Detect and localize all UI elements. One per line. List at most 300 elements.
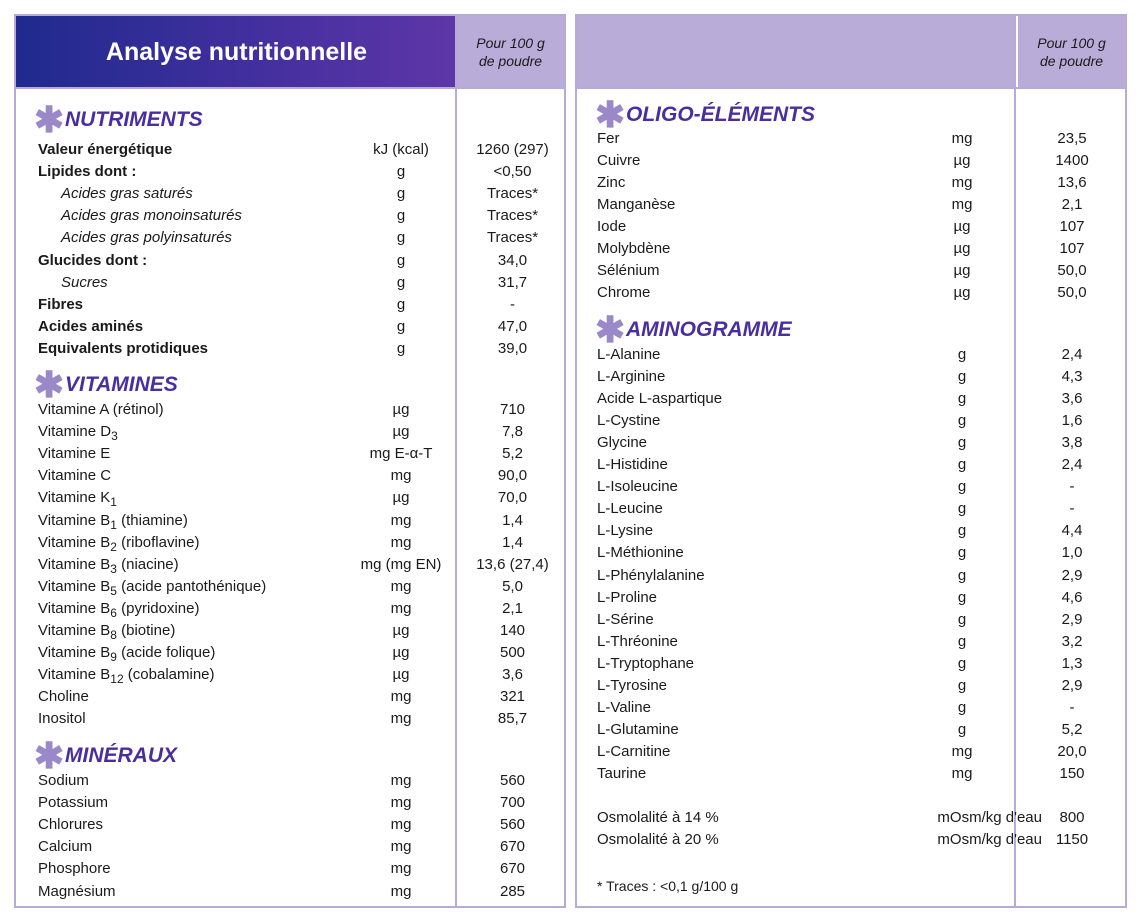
nutrient-label xyxy=(38,487,117,509)
value-cell: - xyxy=(1069,478,1075,496)
nutrient-name: Equivalents protidiques xyxy=(38,339,209,357)
nutrient-name: L-Carnitine xyxy=(597,742,671,760)
nutrient-name: Sélénium xyxy=(597,262,660,280)
nutrient-name: Vitamine E xyxy=(38,445,111,463)
nutrient-name: Taurine xyxy=(597,764,647,782)
table-row xyxy=(16,532,564,554)
nutrient-label xyxy=(597,498,663,520)
unit-cell: µg xyxy=(392,401,410,418)
value-cell: 2,4 xyxy=(1061,346,1083,363)
nutrient-name: Iode xyxy=(597,218,627,236)
right-table-panel xyxy=(575,14,1127,908)
nutrient-label xyxy=(38,814,103,836)
table-row xyxy=(16,881,564,903)
nutrient-label xyxy=(38,858,111,880)
value-cell: 560 xyxy=(499,816,526,834)
unit-cell: g xyxy=(957,720,967,738)
nutrient-name: L-Phénylalanine xyxy=(597,566,705,584)
nutrient-label xyxy=(38,161,136,183)
nutrient-label xyxy=(597,763,646,785)
nutrient-qualifier: (cobalamine) xyxy=(123,666,215,684)
nutrient-label xyxy=(38,443,110,465)
unit-cell: g xyxy=(396,185,406,203)
table-row xyxy=(16,554,564,576)
value-cell: 1260 (297) xyxy=(476,141,549,158)
table-row xyxy=(577,216,1125,238)
nutrient-label xyxy=(597,587,657,609)
table-row xyxy=(16,294,564,316)
value-cell: 39,0 xyxy=(497,339,528,357)
table-row xyxy=(577,697,1125,719)
nutrient-label xyxy=(38,686,89,708)
unit-cell: mg xyxy=(390,838,412,856)
nutrient-label xyxy=(597,454,668,476)
nutrient-label xyxy=(597,829,719,851)
nutrient-name: Valeur énergétique xyxy=(38,141,173,158)
unit-cell: µg xyxy=(392,622,410,639)
table-row xyxy=(577,454,1125,476)
table-row xyxy=(577,763,1125,785)
table-title-banner xyxy=(16,16,457,87)
nutrient-label xyxy=(597,150,640,172)
value-cell: 50,0 xyxy=(1057,262,1087,280)
unit-cell: mg xyxy=(390,860,412,878)
value-cell: 140 xyxy=(499,622,526,639)
section-aminogramme xyxy=(577,309,1125,350)
table-row xyxy=(577,260,1125,282)
value-cell: 5,2 xyxy=(1061,720,1083,738)
nutrient-qualifier: (niacine) xyxy=(116,555,179,573)
value-cell: 2,1 xyxy=(1061,196,1083,214)
value-cell: 321 xyxy=(499,688,526,706)
table-row xyxy=(577,807,1125,829)
left-table-panel xyxy=(14,14,566,908)
nutrient-label xyxy=(38,598,199,620)
unit-cell: mOsm/kg d'eau xyxy=(937,809,1042,826)
value-cell: 2,9 xyxy=(1061,676,1083,694)
value-cell: 5,0 xyxy=(502,577,523,595)
traces-footnote: * Traces : <0,1 g/100 g xyxy=(597,878,739,894)
left-header xyxy=(16,16,564,87)
nutrient-label xyxy=(597,432,647,454)
value-cell: 1,4 xyxy=(502,511,523,529)
value-cell: 500 xyxy=(499,644,526,662)
nutrient-name: Choline xyxy=(38,688,89,706)
table-row xyxy=(577,172,1125,194)
unit-cell: g xyxy=(957,654,967,672)
subscript: 6 xyxy=(110,605,117,620)
unit-cell: g xyxy=(396,317,406,335)
nutrient-name: Vitamine B xyxy=(38,555,111,573)
table-row xyxy=(577,631,1125,653)
section-title: AMINOGRAMME xyxy=(626,318,792,341)
nutrient-name: L-Méthionine xyxy=(597,544,684,562)
unit-cell: mg xyxy=(390,599,412,617)
nutrient-label xyxy=(38,532,199,554)
nutrient-name: L-Cystine xyxy=(597,412,661,430)
table-row xyxy=(16,421,564,443)
value-cell: 90,0 xyxy=(497,467,528,485)
nutrient-name: Osmolalité à 14 % xyxy=(597,809,719,826)
unit-cell: g xyxy=(396,339,406,357)
unit-cell: g xyxy=(396,207,406,225)
nutrient-label xyxy=(61,227,232,249)
unit-cell: mg xyxy=(951,174,973,192)
table-row xyxy=(577,410,1125,432)
right-header-divider xyxy=(577,87,1125,89)
value-cell: Traces* xyxy=(486,229,539,247)
nutrient-name: Vitamine B xyxy=(38,599,111,617)
subscript: 1 xyxy=(110,495,117,510)
nutrient-name: Glycine xyxy=(597,434,648,452)
unit-cell: g xyxy=(957,632,967,650)
nutrient-name: Chlorures xyxy=(38,816,104,834)
unit-cell: g xyxy=(396,229,406,247)
value-cell: 670 xyxy=(499,838,526,856)
nutrient-name: Vitamine K xyxy=(38,489,111,507)
subscript: 8 xyxy=(110,628,117,642)
table-row xyxy=(16,598,564,620)
unit-cell: g xyxy=(957,544,967,562)
nutrient-label xyxy=(597,631,678,653)
nutrient-label xyxy=(38,421,118,443)
table-row xyxy=(577,609,1125,631)
unit-cell: g xyxy=(957,434,967,452)
value-cell: 107 xyxy=(1059,218,1085,236)
nutrient-label xyxy=(597,653,694,675)
unit-cell: µg xyxy=(953,262,971,280)
nutrient-name: Lipides xyxy=(38,163,91,181)
value-cell: 700 xyxy=(499,794,526,812)
nutrient-label xyxy=(597,410,660,432)
nutrient-name: L-Histidine xyxy=(597,456,668,474)
unit-cell: mg xyxy=(390,816,412,834)
nutrient-name: Vitamine A (rétinol) xyxy=(38,401,164,418)
unit-cell: g xyxy=(396,273,406,291)
nutrient-name: Acide L-aspartique xyxy=(597,390,723,408)
nutrient-name: Osmolalité à 20 % xyxy=(597,831,719,848)
value-cell: 3,2 xyxy=(1061,632,1083,650)
value-cell: 5,2 xyxy=(502,445,523,463)
nutrient-label xyxy=(597,719,679,741)
nutrient-label xyxy=(38,338,208,360)
asterisk-icon: ✱ xyxy=(34,99,65,140)
table-row xyxy=(577,194,1125,216)
nutrient-name: Magnésium xyxy=(38,882,116,900)
right-header xyxy=(577,16,1125,87)
value-cell: 20,0 xyxy=(1057,742,1087,760)
nutrient-name: Cuivre xyxy=(597,152,641,170)
nutrient-qualifier: (thiamine) xyxy=(116,511,188,529)
unit-cell: µg xyxy=(392,423,410,441)
nutrient-label xyxy=(38,708,86,730)
table-row xyxy=(16,183,564,205)
unit-cell: g xyxy=(957,566,967,584)
value-cell: 1150 xyxy=(1055,831,1089,848)
nutrient-label xyxy=(597,609,654,631)
nutrient-name: Vitamine B xyxy=(38,511,111,529)
unit-cell: mg xyxy=(390,882,412,900)
nutrient-name: Potassium xyxy=(38,794,109,812)
subscript: 3 xyxy=(110,561,117,576)
value-cell: Traces* xyxy=(486,185,539,203)
unit-cell: kJ (kcal) xyxy=(373,141,429,158)
value-cell: - xyxy=(1069,500,1075,518)
unit-cell: mg xyxy=(390,688,412,706)
nutrient-label xyxy=(61,183,193,205)
nutrient-label xyxy=(38,664,215,686)
value-cell: 670 xyxy=(499,860,526,878)
table-row xyxy=(16,443,564,465)
nutrient-label xyxy=(61,272,108,294)
nutrient-name: Sucres xyxy=(61,273,108,291)
subscript: 12 xyxy=(110,672,124,687)
right-column-header-label: Pour 100 g de poudre xyxy=(1037,35,1106,69)
value-cell: - xyxy=(510,295,515,313)
nutrient-name: L-Thréonine xyxy=(597,632,678,650)
nutrient-name: Phosphore xyxy=(38,860,111,878)
nutrient-name: L-Tyrosine xyxy=(597,676,668,694)
nutrient-label xyxy=(597,260,660,282)
right-column-header xyxy=(1018,16,1125,87)
table-row xyxy=(577,520,1125,542)
unit-cell: g xyxy=(957,390,967,408)
nutrient-name: Chrome xyxy=(597,284,651,302)
nutrient-name: L-Isoleucine xyxy=(597,478,678,496)
nutrient-label xyxy=(38,881,116,903)
nutrient-label xyxy=(38,642,215,664)
table-row xyxy=(16,338,564,360)
nutrient-name: Vitamine B xyxy=(38,533,111,551)
table-row xyxy=(16,272,564,294)
table-row xyxy=(577,150,1125,172)
section-title: NUTRIMENTS xyxy=(65,108,203,131)
value-cell: 1,6 xyxy=(1061,412,1083,430)
value-cell: 1,0 xyxy=(1061,544,1083,562)
nutrient-label xyxy=(38,770,89,792)
unit-cell: g xyxy=(957,368,967,386)
table-title: Analyse nutritionnelle xyxy=(105,38,368,66)
value-cell: 560 xyxy=(499,772,526,789)
value-cell: 3,6 xyxy=(1061,390,1083,408)
nutrient-label xyxy=(38,294,83,316)
unit-cell: mg xyxy=(390,772,412,789)
table-row xyxy=(577,388,1125,410)
table-row xyxy=(577,542,1125,564)
value-cell: 85,7 xyxy=(497,710,528,728)
nutrient-label xyxy=(597,172,625,194)
unit-cell: mg xyxy=(951,130,973,147)
nutrient-label xyxy=(38,792,108,814)
nutrient-name: Vitamine B xyxy=(38,622,111,639)
value-cell: 710 xyxy=(499,401,526,418)
table-row xyxy=(577,366,1125,388)
value-cell: 285 xyxy=(499,882,526,900)
section-title: MINÉRAUX xyxy=(65,744,178,767)
table-row xyxy=(577,565,1125,587)
value-cell: 1,3 xyxy=(1061,654,1083,672)
nutrient-name: Vitamine B xyxy=(38,644,111,662)
unit-cell: g xyxy=(957,698,967,716)
nutrient-name: Fer xyxy=(597,130,620,147)
table-row xyxy=(16,858,564,880)
unit-cell: µg xyxy=(392,644,410,662)
unit-cell: g xyxy=(957,500,967,518)
unit-cell: µg xyxy=(953,240,971,258)
unit-cell: g xyxy=(396,251,406,269)
unit-cell: mg xyxy=(390,467,412,485)
value-cell: 1,4 xyxy=(502,533,523,551)
section-title: OLIGO-ÉLÉMENTS xyxy=(626,103,815,126)
nutrient-label xyxy=(597,366,665,388)
table-row xyxy=(16,836,564,858)
unit-cell: mg xyxy=(390,577,412,595)
unit-cell: g xyxy=(396,163,406,181)
nutrient-qualifier: (acide pantothénique) xyxy=(116,577,267,595)
nutrient-label xyxy=(597,216,626,238)
table-row xyxy=(577,432,1125,454)
value-cell: 23,5 xyxy=(1057,130,1087,147)
subscript: 9 xyxy=(110,650,117,665)
table-row xyxy=(16,642,564,664)
unit-cell: mg xyxy=(390,794,412,812)
nutrient-label xyxy=(38,620,175,642)
nutrient-name: L-Sérine xyxy=(597,610,654,628)
value-cell: 4,6 xyxy=(1061,588,1083,606)
nutrient-name: L-Lysine xyxy=(597,522,654,540)
nutrient-label xyxy=(597,388,722,410)
subscript: 1 xyxy=(110,517,117,532)
nutrient-label xyxy=(38,250,147,272)
left-column-header xyxy=(457,16,564,87)
asterisk-icon: ✱ xyxy=(595,94,626,135)
unit-cell: g xyxy=(957,522,967,540)
value-cell: 47,0 xyxy=(497,317,528,335)
section-title: VITAMINES xyxy=(65,373,178,396)
nutrient-name: Manganèse xyxy=(597,196,676,214)
unit-cell: µg xyxy=(392,666,410,684)
value-cell: - xyxy=(1069,698,1075,716)
left-column-header-label: Pour 100 g de poudre xyxy=(476,35,545,69)
unit-cell: µg xyxy=(392,489,410,507)
table-row xyxy=(577,128,1125,150)
unit-cell: µg xyxy=(953,218,971,236)
value-cell: 2,9 xyxy=(1061,566,1083,584)
table-row xyxy=(16,487,564,509)
nutrient-name: L-Valine xyxy=(597,698,651,716)
unit-cell: g xyxy=(957,610,967,628)
nutrient-name: Fibres xyxy=(38,295,84,313)
nutrient-name: Calcium xyxy=(38,838,93,856)
value-cell: 3,6 xyxy=(502,666,523,684)
nutrient-label xyxy=(597,520,653,542)
nutrient-label xyxy=(597,194,675,216)
nutrient-name: Molybdène xyxy=(597,240,671,258)
value-cell: 7,8 xyxy=(502,423,523,441)
unit-cell: mg (mg EN) xyxy=(360,555,442,573)
nutrient-name: Inositol xyxy=(38,710,86,728)
table-row xyxy=(16,620,564,642)
nutrient-label xyxy=(597,128,620,150)
nutrient-label xyxy=(38,510,188,532)
unit-cell: mg xyxy=(390,511,412,529)
section-nutriments xyxy=(16,99,564,140)
value-cell: 1400 xyxy=(1055,152,1089,170)
unit-cell: mg xyxy=(951,764,973,782)
value-cell: 150 xyxy=(1059,764,1085,782)
nutrient-name: Vitamine D xyxy=(38,423,112,441)
table-row xyxy=(577,587,1125,609)
nutrient-name: Acides gras monoinsaturés xyxy=(61,207,242,225)
section-mineraux xyxy=(16,735,564,776)
nutrient-label xyxy=(597,476,678,498)
nutrient-label xyxy=(597,675,667,697)
table-row xyxy=(16,510,564,532)
nutrient-name: L-Alanine xyxy=(597,346,661,363)
nutrient-label xyxy=(38,836,92,858)
unit-cell: g xyxy=(957,676,967,694)
nutrient-label xyxy=(38,316,143,338)
unit-cell: µg xyxy=(953,284,971,302)
unit-cell: µg xyxy=(953,152,971,170)
nutrient-qualifier: dont : xyxy=(101,251,148,269)
nutrient-label xyxy=(597,282,650,304)
table-row xyxy=(16,664,564,686)
table-row xyxy=(577,719,1125,741)
table-row xyxy=(577,238,1125,260)
asterisk-icon: ✱ xyxy=(34,364,65,405)
value-cell: 2,9 xyxy=(1061,610,1083,628)
table-row xyxy=(16,465,564,487)
unit-cell: g xyxy=(957,346,967,363)
nutrient-label xyxy=(597,697,651,719)
nutrient-label xyxy=(597,344,660,366)
nutrient-name: Vitamine C xyxy=(38,467,112,485)
value-cell: 2,1 xyxy=(502,599,523,617)
value-cell: 50,0 xyxy=(1057,284,1087,302)
asterisk-icon: ✱ xyxy=(595,309,626,350)
nutrient-name: Acides aminés xyxy=(38,317,144,335)
table-row xyxy=(16,161,564,183)
value-cell: 31,7 xyxy=(497,273,528,291)
nutrient-name: L-Arginine xyxy=(597,368,666,386)
unit-cell: mg xyxy=(390,710,412,728)
unit-cell: g xyxy=(957,478,967,496)
table-row xyxy=(16,792,564,814)
table-row xyxy=(16,139,564,161)
subscript: 5 xyxy=(110,583,117,598)
table-row xyxy=(577,282,1125,304)
value-cell: 107 xyxy=(1059,240,1085,258)
nutrient-label xyxy=(597,565,705,587)
nutrient-label xyxy=(38,399,164,421)
nutrient-qualifier: (acide folique) xyxy=(116,644,216,662)
nutrient-name: Glucides xyxy=(38,251,102,269)
nutrient-name: L-Glutamine xyxy=(597,720,679,738)
nutrient-qualifier: (pyridoxine) xyxy=(116,599,200,617)
nutrient-name: L-Leucine xyxy=(597,500,663,518)
value-cell: 4,4 xyxy=(1061,522,1083,540)
nutrient-label xyxy=(61,205,242,227)
table-row xyxy=(16,250,564,272)
nutrient-name: L-Tryptophane xyxy=(597,654,695,672)
nutrient-qualifier: (biotine) xyxy=(116,622,176,639)
table-row xyxy=(16,708,564,730)
value-cell: 70,0 xyxy=(497,489,528,507)
unit-cell: g xyxy=(957,412,967,430)
nutrient-label xyxy=(597,238,670,260)
nutrient-name: Vitamine B xyxy=(38,577,111,595)
